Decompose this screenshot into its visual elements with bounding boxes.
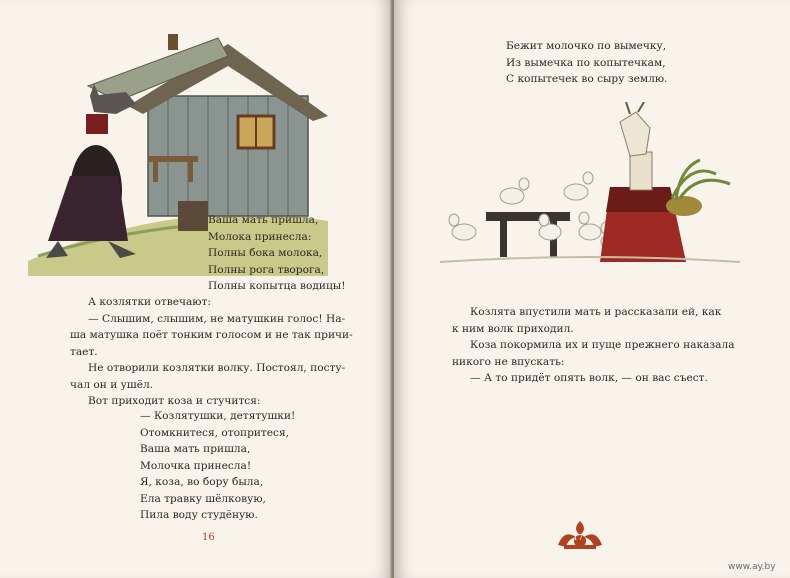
verse-line: Я, коза, во бору была,: [140, 476, 264, 488]
verse-block-1: [208, 212, 345, 295]
prose-line: Коза покормила их и пуще прежнего наказала: [470, 339, 735, 351]
verse-line: Отомкнитеся, отопритеся,: [140, 426, 290, 439]
prose-line: тает.: [70, 345, 98, 358]
watermark: www.ay.by: [728, 562, 776, 572]
prose-line: — А то придёт опять волк, — он вас съест.: [470, 372, 708, 384]
right-page: [394, 0, 790, 578]
verse-line: Бежит молочко по вымечку,: [506, 40, 667, 52]
prose-line: к ним волк приходил.: [452, 322, 574, 335]
verse-line: Молока принесла:: [208, 230, 312, 243]
verse-line: Ваша мать пришла,: [208, 214, 319, 226]
folk-ornament-icon: [554, 519, 606, 551]
prose-line: ша матушка поёт тонким голосом и не так причи-: [70, 329, 353, 341]
prose-line: — Слышим, слышим, не матушкин голос! На-: [88, 312, 346, 325]
verse-block-right: [506, 38, 667, 88]
verse-line: Полны рога творога,: [208, 263, 325, 276]
prose-line: Не отворили козлятки волку. Постоял, посту-: [88, 362, 346, 374]
verse-line: Ела травку шёлковую,: [140, 492, 266, 505]
prose-line: Вот приходит коза и стучится:: [88, 395, 261, 407]
goat-and-kids-illustration: [440, 102, 740, 282]
prose-block-right: [452, 304, 735, 387]
page-number-left: 16: [202, 532, 215, 543]
verse-block-2: [140, 408, 295, 524]
prose-block-left: [70, 294, 353, 410]
prose-line: Козлята впустили мать и рассказали ей, как: [470, 306, 722, 318]
verse-line: Молочка принесла!: [140, 459, 252, 472]
verse-line: Полны копытца водицы!: [208, 280, 346, 292]
verse-line: Пила воду студёную.: [140, 509, 258, 521]
verse-line: С копытечек во сыру землю.: [506, 73, 668, 85]
prose-line: никого не впускать:: [452, 355, 565, 368]
prose-line: чал он и ушёл.: [70, 378, 154, 391]
verse-line: Полны бока молока,: [208, 247, 323, 259]
prose-line: А козлятки отвечают:: [88, 296, 211, 308]
verse-line: Из вымечка по копытечкам,: [506, 56, 666, 69]
left-page: [0, 0, 392, 578]
verse-line: — Козлятушки, детятушки!: [140, 410, 296, 422]
verse-line: Ваша мать пришла,: [140, 443, 251, 455]
page-number-right: 17: [573, 533, 584, 542]
